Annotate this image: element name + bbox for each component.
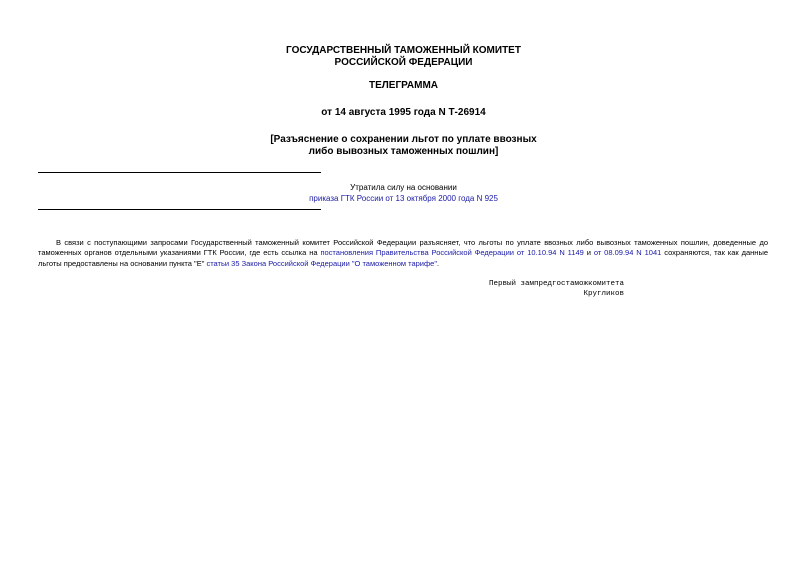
revocation-note: Утратила силу на основании	[350, 183, 457, 192]
subject-line-2: либо вывозных таможенных пошлин]	[308, 146, 499, 157]
divider-bottom	[38, 209, 321, 210]
telegram-body	[38, 238, 768, 270]
document-type: ТЕЛЕГРАММА	[368, 80, 439, 91]
signatory-name: Кругликов	[583, 290, 624, 298]
document-subject	[0, 134, 807, 158]
government-decree-1041-link[interactable]: от 08.09.94 N 1041	[593, 248, 662, 258]
customs-tariff-law-article-35-link[interactable]: статьи 35 Закона Российской Федерации "О таможенном тарифе"	[206, 258, 437, 268]
revocation-line	[0, 193, 807, 204]
org-line-2: РОССИЙСКОЙ ФЕДЕРАЦИИ	[334, 57, 473, 68]
body-text-part-1: В связи с поступающими запросами Государственный таможенный комитет Российской Федерации разъясняет, что льготы по уплате ввозных либо вывозных таможенных пошлин, доведенные до таможенных органов отдельными указаниями ГТК России, где есть ссылка на	[38, 237, 768, 258]
issuing-organization	[0, 45, 807, 69]
government-decree-1149-link[interactable]: постановления Правительства Российской Федерации от 10.10.94 N 1149	[320, 248, 584, 258]
body-text-part-3: сохраняются, так как данные льготы предоставлены на основании пункта "Е"	[38, 248, 769, 268]
divider-top	[38, 172, 321, 173]
subject-line-1: [Разъяснение о сохранении льгот по уплате ввозных	[270, 134, 537, 145]
body-text-part-4: .	[437, 258, 440, 268]
revocation-order-link[interactable]: приказа ГТК России от 13 октября 2000 года N 925	[309, 194, 498, 203]
document-date-number: от 14 августа 1995 года N Т-26914	[321, 107, 486, 118]
org-line-1: ГОСУДАРСТВЕННЫЙ ТАМОЖЕННЫЙ КОМИТЕТ	[286, 45, 521, 56]
signatory-role: Первый зампредгостаможкомитета	[488, 280, 624, 288]
body-text-part-2: и	[583, 248, 594, 258]
